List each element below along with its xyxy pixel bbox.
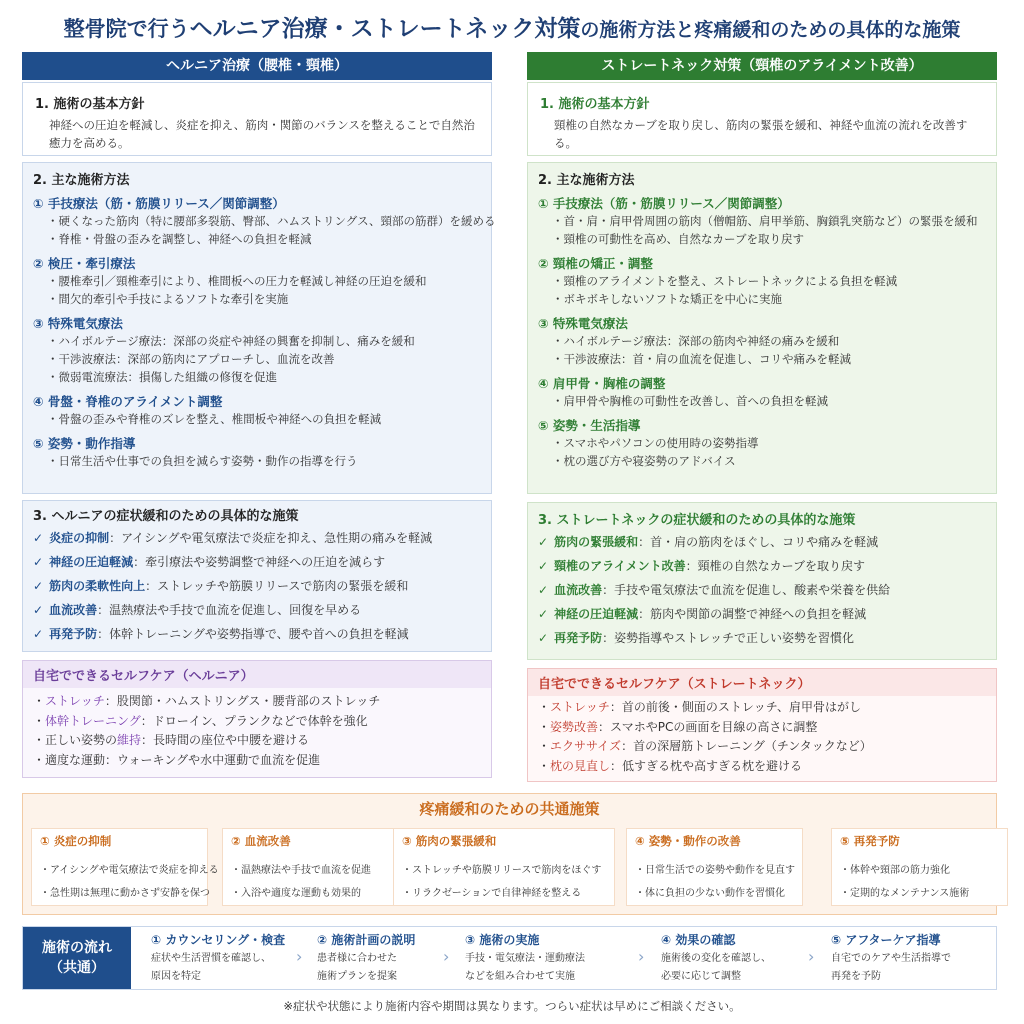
title-prefix: 整骨院で行う <box>63 17 190 41</box>
selfcare-keyword: ストレッチ <box>550 700 610 714</box>
neck-policy-section <box>527 82 997 156</box>
common-card-line: ・ストレッチや筋膜リリースで筋肉をほぐす <box>402 865 602 876</box>
treatment-flow <box>22 926 997 990</box>
method-line: ・干渉波療法：深部の筋肉にアプローチし、血流を改善 <box>47 352 335 366</box>
method-title: ② 検圧・牽引療法 <box>33 256 136 271</box>
selfcare-title: 自宅でできるセルフケア（ヘルニア） <box>23 661 491 688</box>
relief-item <box>538 554 986 578</box>
selfcare-prefix: ・ <box>538 700 551 714</box>
chevron-right-icon: › <box>638 947 645 966</box>
policy-text: 神経への圧迫を軽減し、炎症を抑え、筋肉・関節のバランスを整えることで自然治癒力を高める。 <box>49 118 475 150</box>
selfcare-item <box>23 692 491 712</box>
selfcare-prefix: ・ <box>33 713 46 728</box>
method-line: ・首・肩・肩甲骨周囲の筋肉（僧帽筋、肩甲挙筋、胸鎖乳突筋など）の緊張を緩和 <box>552 214 978 228</box>
common-card <box>31 828 219 906</box>
relief-item <box>33 574 481 598</box>
relief-keyword: 血流改善 <box>49 603 98 617</box>
method-line: ・枕の選び方や寝姿勢のアドバイス <box>552 454 736 468</box>
flow-step-line: 施術後の変化を確認し、 <box>661 953 771 964</box>
relief-text: ：筋肉や関節の調整で神経への負担を軽減 <box>638 607 867 621</box>
method-title: ⑤ 姿勢・生活指導 <box>538 418 641 433</box>
common-card-line: ・急性期は無理に動かさず安静を保つ <box>40 888 210 899</box>
method-title: ① 手技療法（筋・筋膜リリース／関節調整） <box>538 196 790 211</box>
common-card-line: ・入浴や適度な運動も効果的 <box>231 888 361 899</box>
common-card-line: ・アイシングや電気療法で炎症を抑える <box>40 865 219 876</box>
check-icon: ✓ <box>33 579 44 593</box>
hernia-header: ヘルニア治療（腰椎・頸椎） <box>22 52 492 80</box>
flow-step-title: ⑤ アフターケア指導 <box>831 933 941 947</box>
method-line: ・干渉波療法：首・肩の血流を促進し、コリや痛みを軽減 <box>552 352 851 366</box>
selfcare-text: ：低すぎる枕や高すぎる枕を避ける <box>610 758 803 773</box>
chevron-right-icon: › <box>443 947 450 966</box>
relief-item <box>538 602 986 626</box>
common-card <box>831 828 1008 906</box>
method-line: ・脊椎・骨盤の歪みを調整し、神経への負担を軽減 <box>47 232 312 246</box>
common-card-title: ② 血流改善 <box>231 834 291 848</box>
check-icon: ✓ <box>33 603 44 617</box>
common-measures-section <box>22 793 997 915</box>
relief-text: ：アイシングや電気療法で炎症を抑え、急性期の痛みを軽減 <box>109 531 433 545</box>
flow-header-line2: （共通） <box>49 960 105 976</box>
selfcare-keyword: 姿勢改善 <box>550 719 599 734</box>
common-card-title: ③ 筋肉の緊張緩和 <box>402 834 497 848</box>
selfcare-prefix: ・適度な運動： <box>33 752 118 767</box>
flow-step-title: ③ 施術の実施 <box>465 933 540 947</box>
flow-step-line: 手技・電気療法・運動療法 <box>465 953 585 964</box>
selfcare-text: ：股関節・ハムストリングス・腰背部のストレッチ <box>104 694 381 708</box>
selfcare-text: ：首の前後・側面のストレッチ、肩甲骨はがし <box>609 700 861 714</box>
relief-item <box>538 626 986 650</box>
section-title: 2. 主な施術方法 <box>538 173 635 188</box>
relief-list <box>33 526 481 646</box>
relief-item <box>33 526 481 550</box>
flow-step <box>317 931 415 984</box>
flow-step-line: 症状や生活習慣を確認し、 <box>151 953 271 964</box>
method-line: ・ボキボキしないソフトな矯正を中心に実施 <box>552 292 782 306</box>
flow-step-line: などを組み合わせて実施 <box>465 971 575 982</box>
hernia-selfcare-box <box>22 660 492 778</box>
relief-item <box>538 530 986 554</box>
relief-keyword: 筋肉の緊張緩和 <box>554 535 639 549</box>
method-title: ⑤ 姿勢・動作指導 <box>33 436 136 451</box>
method-line: ・硬くなった筋肉（特に腰部多裂筋、臀部、ハムストリングス、頸部の筋群）を緩める <box>47 214 496 228</box>
method-line: ・スマホやパソコンの使用時の姿勢指導 <box>552 436 759 450</box>
common-card-line: ・体幹や頸部の筋力強化 <box>840 865 950 876</box>
flow-step <box>661 931 771 984</box>
relief-text: ：首・肩の筋肉をほぐし、コリや痛みを軽減 <box>638 535 879 549</box>
flow-step-line: 再発を予防 <box>831 971 881 982</box>
check-icon: ✓ <box>538 535 549 549</box>
selfcare-text: ：スマホやPCの画面を目線の高さに調整 <box>598 719 818 734</box>
neck-selfcare-box <box>527 668 997 782</box>
selfcare-text: ウォーキングや水中運動で血流を促進 <box>117 752 321 767</box>
check-icon: ✓ <box>538 607 549 621</box>
method-title: ③ 特殊電気療法 <box>33 316 123 331</box>
section-title: 3. ヘルニアの症状緩和のための具体的な施策 <box>33 509 299 524</box>
method-title: ④ 骨盤・脊椎のアライメント調整 <box>33 394 223 409</box>
method-title: ② 頸椎の矯正・調整 <box>538 256 653 271</box>
title-suffix: の施術方法と疼痛緩和のための具体的な施策 <box>580 19 961 41</box>
method-line: ・微弱電流療法：損傷した組織の修復を促進 <box>47 370 277 384</box>
relief-text: ：温熱療法や手技で血流を促進し、回復を早める <box>97 603 362 617</box>
common-card-title: ① 炎症の抑制 <box>40 834 112 848</box>
flow-step-title: ④ 効果の確認 <box>661 933 736 947</box>
relief-keyword: 頸椎のアライメント改善 <box>554 559 686 573</box>
selfcare-prefix: ・ <box>538 758 551 773</box>
check-icon: ✓ <box>33 531 44 545</box>
flow-header-line1: 施術の流れ <box>42 940 112 956</box>
section-title: 3. ストレートネックの症状緩和のための具体的な施策 <box>538 513 856 528</box>
common-card-line: ・日常生活での姿勢や動作を見直す <box>635 865 795 876</box>
relief-text: ：体幹トレーニングや姿勢指導で、腰や首への負担を軽減 <box>97 627 409 641</box>
method-line: ・頸椎のアライメントを整え、ストレートネックによる負担を軽減 <box>552 274 898 288</box>
method-line: ・ハイボルテージ療法：深部の炎症や神経の興奮を抑制し、痛みを緩和 <box>47 334 415 348</box>
selfcare-text: ：首の深層筋トレーニング（チンタックなど） <box>621 739 872 753</box>
section-title: 1. 施術の基本方針 <box>540 97 650 112</box>
common-card-title: ⑤ 再発予防 <box>840 834 900 848</box>
relief-item <box>33 550 481 574</box>
selfcare-keyword: 枕の見直し <box>550 758 611 773</box>
relief-list <box>538 530 986 650</box>
selfcare-list <box>23 688 491 770</box>
section-title: 1. 施術の基本方針 <box>35 97 145 112</box>
flow-step-title: ① カウンセリング・検査 <box>151 933 286 947</box>
relief-text: ：姿勢指導やストレッチで正しい姿勢を習慣化 <box>602 631 854 645</box>
title-main: ヘルニア治療・ストレートネック対策 <box>189 16 581 42</box>
flow-step-title: ② 施術計画の説明 <box>317 933 416 947</box>
check-icon: ✓ <box>538 631 549 645</box>
selfcare-list <box>528 696 996 776</box>
selfcare-title: 自宅でできるセルフケア（ストレートネック） <box>528 669 996 696</box>
selfcare-keyword: 維持 <box>117 733 142 747</box>
common-title: 疼痛緩和のための共通施策 <box>419 800 600 818</box>
common-card-line: ・体に負担の少ない動作を習慣化 <box>635 888 785 899</box>
chevron-right-icon: › <box>808 947 815 966</box>
neck-relief-section <box>527 502 997 660</box>
method-list <box>538 194 986 470</box>
relief-item <box>538 578 986 602</box>
common-card <box>393 828 615 906</box>
method-line: ・肩甲骨や胸椎の可動性を改善し、首への負担を軽減 <box>552 394 828 408</box>
selfcare-text: ：ドローイン、プランクなどで体幹を強化 <box>140 713 368 728</box>
flow-step <box>151 931 285 984</box>
flow-step <box>831 931 951 984</box>
relief-keyword: 血流改善 <box>554 583 603 597</box>
common-card-line: ・リラクゼーションで自律神経を整える <box>402 888 582 899</box>
relief-item <box>33 598 481 622</box>
flow-step-line: 自宅でのケアや生活指導で <box>831 953 951 964</box>
selfcare-item <box>23 712 491 732</box>
check-icon: ✓ <box>538 583 549 597</box>
common-card <box>222 828 399 906</box>
flow-step-line: 必要に応じて調整 <box>661 971 741 982</box>
common-card-title: ④ 姿勢・動作の改善 <box>635 834 741 848</box>
relief-keyword: 再発予防 <box>554 631 603 645</box>
check-icon: ✓ <box>538 559 549 573</box>
flow-step <box>465 931 585 984</box>
selfcare-text: ：長時間の座位や中腰を避ける <box>141 733 310 747</box>
selfcare-item <box>23 751 491 771</box>
relief-text: ：牽引療法や姿勢調整で神経への圧迫を減らす <box>133 555 386 569</box>
relief-text: ：ストレッチや筋膜リリースで筋肉の緊張を緩和 <box>145 579 409 593</box>
straightneck-header: ストレートネック対策（頸椎のアライメント改善） <box>527 52 997 80</box>
flow-step-line: 原因を特定 <box>151 971 201 982</box>
relief-keyword: 神経の圧迫軽減 <box>554 607 639 621</box>
flow-step-line: 患者様に合わせた <box>317 953 397 964</box>
selfcare-prefix: ・ <box>538 719 551 734</box>
hernia-relief-section <box>22 500 492 652</box>
method-line: ・腰椎牽引／頸椎牽引により、椎間板への圧力を軽減し神経の圧迫を緩和 <box>47 274 427 288</box>
check-icon: ✓ <box>33 555 44 569</box>
common-card-line: ・定期的なメンテナンス施術 <box>840 888 970 899</box>
check-icon: ✓ <box>33 627 44 641</box>
policy-text: 頸椎の自然なカーブを取り戻し、筋肉の緊張を緩和、神経や血流の流れを改善する。 <box>554 118 968 150</box>
selfcare-item <box>528 718 996 738</box>
relief-keyword: 炎症の抑制 <box>49 531 110 545</box>
selfcare-prefix: ・ <box>538 739 551 753</box>
selfcare-prefix: ・ <box>33 694 46 708</box>
common-card <box>626 828 803 906</box>
selfcare-item <box>528 757 996 777</box>
chevron-right-icon: › <box>296 947 303 966</box>
relief-keyword: 神経の圧迫軽減 <box>49 555 134 569</box>
selfcare-item <box>23 731 491 751</box>
method-line: ・日常生活や仕事での負担を減らす姿勢・動作の指導を行う <box>47 454 358 468</box>
method-list <box>33 194 496 470</box>
section-title: 2. 主な施術方法 <box>33 173 130 188</box>
neck-methods-section <box>527 162 997 494</box>
method-title: ① 手技療法（筋・筋膜リリース／関節調整） <box>33 196 285 211</box>
selfcare-item <box>528 737 996 757</box>
method-line: ・骨盤の歪みや脊椎のズレを整え、椎間板や神経への負担を軽減 <box>47 412 382 426</box>
method-line: ・頸椎の可動性を高め、自然なカーブを取り戻す <box>552 232 804 246</box>
selfcare-keyword: エクササイズ <box>550 739 622 753</box>
flow-step-line: 施術プランを提案 <box>317 971 397 982</box>
method-line: ・間欠的牽引や手技によるソフトな牽引を実施 <box>47 292 289 306</box>
hernia-policy-section <box>22 82 492 156</box>
relief-keyword: 筋肉の柔軟性向上 <box>49 579 146 593</box>
relief-item <box>33 622 481 646</box>
relief-text: ：手技や電気療法で血流を促進し、酸素や栄養を供給 <box>602 583 891 597</box>
method-title: ③ 特殊電気療法 <box>538 316 628 331</box>
selfcare-item <box>528 698 996 718</box>
footer-note: ※症状や状態により施術内容や期間は異なります。つらい症状は早めにご相談ください。 <box>283 999 741 1013</box>
relief-text: ：頸椎の自然なカーブを取り戻す <box>685 559 865 573</box>
selfcare-keyword: ストレッチ <box>45 694 105 708</box>
method-title: ④ 肩甲骨・胸椎の調整 <box>538 376 666 391</box>
selfcare-keyword: 体幹トレーニング <box>45 713 141 728</box>
selfcare-prefix: ・正しい姿勢の <box>33 733 118 747</box>
flow-header <box>23 927 131 989</box>
common-card-line: ・温熱療法や手技で血流を促進 <box>231 865 371 876</box>
relief-keyword: 再発予防 <box>49 627 98 641</box>
hernia-methods-section <box>22 162 496 494</box>
method-line: ・ハイボルテージ療法：深部の筋肉や神経の痛みを緩和 <box>552 334 840 348</box>
